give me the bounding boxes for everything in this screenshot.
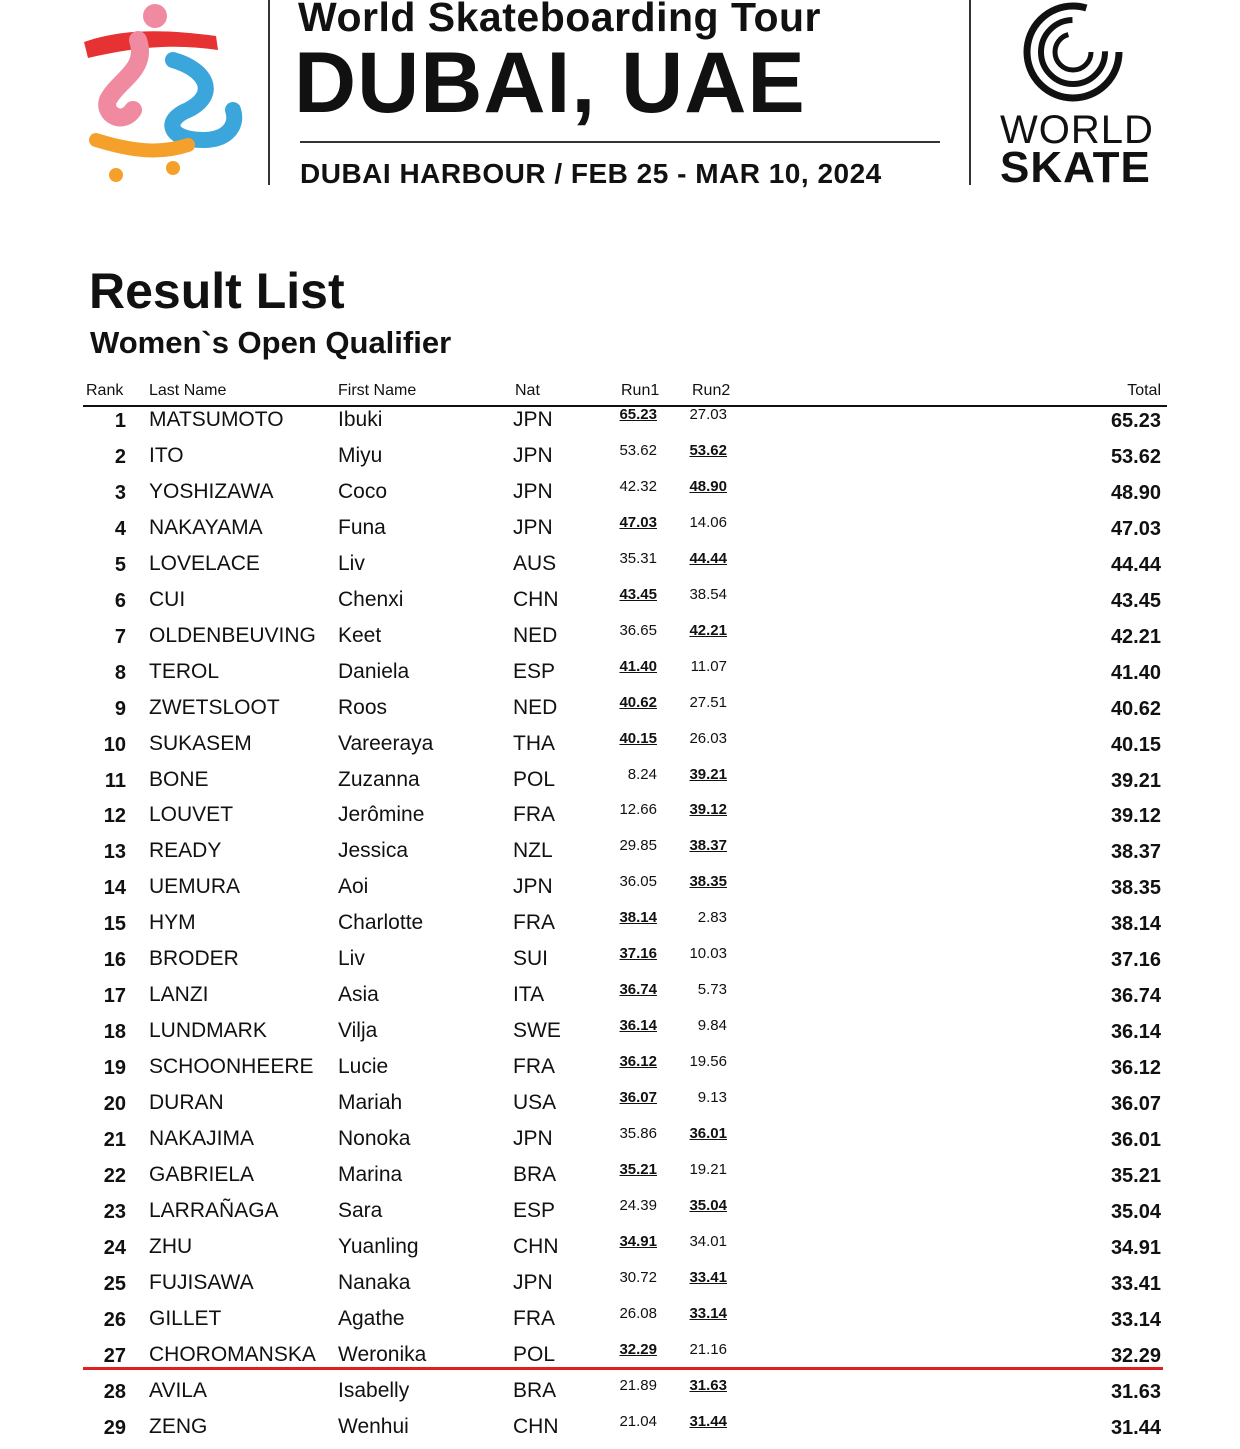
- run1-cell: 32.29: [619, 1340, 657, 1358]
- table-row: [0, 1053, 1240, 1089]
- run1-cell: 8.24: [627, 765, 657, 783]
- rank-cell: 15: [103, 913, 126, 936]
- total-cell: 38.14: [1110, 913, 1161, 936]
- nat-cell: SUI: [513, 947, 549, 971]
- rank-cell: 13: [103, 841, 126, 864]
- run1-cell: 53.62: [619, 441, 657, 459]
- last-name-cell: ITO: [149, 443, 184, 467]
- first-name-cell: Chenxi: [338, 587, 404, 611]
- nat-cell: CHN: [513, 1234, 559, 1258]
- rank-cell: 12: [103, 805, 126, 828]
- nat-cell: JPN: [513, 1127, 553, 1150]
- total-cell: 41.40: [1110, 661, 1161, 684]
- rank-cell: 3: [114, 481, 126, 504]
- rank-cell: 7: [114, 625, 126, 648]
- last-name-cell: LARRAÑAGA: [149, 1198, 279, 1222]
- qualification-cutoff-line: [83, 1367, 1163, 1370]
- first-name-cell: Keet: [338, 623, 382, 647]
- first-name-cell: Zuzanna: [338, 767, 420, 791]
- nat-cell: BRA: [513, 1378, 557, 1402]
- last-name-cell: TEROL: [149, 659, 220, 683]
- run1-cell: 36.12: [619, 1053, 657, 1071]
- header-rule: [300, 141, 940, 143]
- nat-cell: JPN: [513, 479, 553, 503]
- table-row: [0, 1161, 1240, 1197]
- run1-cell: 24.39: [619, 1196, 657, 1214]
- rank-cell: 26: [103, 1308, 126, 1331]
- run1-cell: 21.04: [619, 1412, 657, 1430]
- table-header: [0, 382, 1240, 406]
- run2-cell: 5.73: [697, 981, 727, 999]
- table-row: [0, 586, 1240, 622]
- nat-cell: FRA: [513, 803, 555, 827]
- run1-cell: 36.65: [619, 621, 657, 639]
- run2-cell: 31.63: [689, 1376, 727, 1394]
- run1-cell: 30.72: [619, 1268, 657, 1286]
- nat-cell: SWE: [513, 1019, 561, 1043]
- first-name-cell: Miyu: [338, 443, 383, 467]
- run2-cell: 9.13: [697, 1089, 727, 1107]
- page-subtitle: Women`s Open Qualifier: [90, 325, 452, 360]
- table-row: [0, 1305, 1240, 1341]
- first-name-cell: Lucie: [338, 1055, 389, 1079]
- run2-cell: 42.21: [689, 621, 727, 639]
- total-cell: 38.37: [1110, 841, 1161, 864]
- rank-cell: 18: [103, 1021, 126, 1044]
- first-name-cell: Asia: [338, 983, 379, 1007]
- nat-cell: ESP: [513, 659, 556, 683]
- last-name-cell: DURAN: [149, 1091, 224, 1115]
- header-rank: Rank: [86, 382, 124, 399]
- rank-cell: 1: [114, 410, 126, 432]
- first-name-cell: Mariah: [338, 1091, 403, 1115]
- rank-cell: 20: [103, 1093, 126, 1116]
- table-row: [0, 1377, 1240, 1413]
- last-name-cell: MATSUMOTO: [149, 408, 284, 431]
- run2-cell: 33.14: [689, 1304, 727, 1322]
- event-header: [0, 0, 1240, 200]
- nat-cell: JPN: [513, 875, 553, 899]
- table-row: [0, 945, 1240, 981]
- rank-cell: 23: [103, 1200, 126, 1223]
- run2-cell: 39.12: [689, 801, 727, 819]
- total-cell: 31.63: [1110, 1380, 1161, 1403]
- run2-cell: 9.84: [697, 1017, 727, 1035]
- last-name-cell: GABRIELA: [149, 1162, 255, 1186]
- table-row: [0, 981, 1240, 1017]
- run1-cell: 37.16: [619, 945, 657, 963]
- run2-cell: 36.01: [689, 1125, 727, 1142]
- total-cell: 36.14: [1110, 1021, 1161, 1044]
- nat-cell: THA: [513, 731, 555, 755]
- nat-cell: FRA: [513, 1055, 555, 1079]
- total-cell: 31.44: [1110, 1416, 1161, 1439]
- table-row: [0, 801, 1240, 837]
- nat-cell: ESP: [513, 1198, 556, 1222]
- run1-cell: 41.40: [619, 657, 657, 675]
- run2-cell: 38.35: [689, 873, 727, 891]
- first-name-cell: Marina: [338, 1162, 403, 1186]
- run2-cell: 27.51: [689, 693, 727, 711]
- nat-cell: BRA: [513, 1162, 557, 1186]
- header-nat: Nat: [515, 382, 540, 399]
- run1-cell: 21.89: [619, 1376, 657, 1394]
- run2-cell: 2.83: [697, 909, 727, 927]
- header-run1: Run1: [621, 382, 660, 399]
- table-row: [0, 1089, 1240, 1125]
- rank-cell: 22: [103, 1164, 126, 1187]
- run2-cell: 38.37: [689, 837, 727, 855]
- total-cell: 36.01: [1110, 1129, 1161, 1151]
- first-name-cell: Jessica: [338, 839, 409, 863]
- run2-cell: 19.21: [689, 1160, 727, 1178]
- rank-cell: 2: [114, 445, 126, 468]
- run1-cell: 38.14: [619, 909, 657, 927]
- table-row: [0, 1125, 1240, 1161]
- table-row: [0, 622, 1240, 658]
- run2-cell: 21.16: [689, 1340, 727, 1358]
- nat-cell: JPN: [513, 408, 553, 431]
- run2-cell: 27.03: [689, 406, 727, 423]
- total-cell: 43.45: [1110, 589, 1161, 612]
- first-name-cell: Liv: [338, 551, 365, 575]
- page-title: Result List: [89, 263, 345, 319]
- last-name-cell: SUKASEM: [149, 731, 252, 755]
- nat-cell: POL: [513, 767, 556, 791]
- total-cell: 34.91: [1110, 1236, 1161, 1259]
- header-divider-right: [969, 0, 971, 185]
- first-name-cell: Sara: [338, 1198, 383, 1222]
- nat-cell: NZL: [513, 839, 553, 863]
- first-name-cell: Coco: [338, 479, 388, 503]
- total-cell: 53.62: [1110, 445, 1161, 468]
- run1-cell: 35.21: [619, 1160, 657, 1178]
- last-name-cell: YOSHIZAWA: [149, 479, 274, 503]
- table-row: [0, 837, 1240, 873]
- run1-cell: 43.45: [619, 585, 657, 603]
- rank-cell: 11: [104, 769, 126, 792]
- total-cell: 37.16: [1110, 949, 1161, 972]
- rank-cell: 5: [114, 553, 126, 576]
- last-name-cell: ZENG: [149, 1414, 208, 1438]
- nat-cell: ITA: [513, 983, 545, 1007]
- first-name-cell: Daniela: [338, 659, 410, 683]
- last-name-cell: HYM: [149, 911, 196, 935]
- rank-cell: 28: [103, 1380, 126, 1403]
- rank-cell: 25: [103, 1272, 126, 1295]
- first-name-cell: Yuanling: [338, 1234, 419, 1258]
- table-row: [0, 873, 1240, 909]
- total-cell: 40.15: [1110, 733, 1161, 756]
- table-row: [0, 442, 1240, 478]
- first-name-cell: Charlotte: [338, 911, 424, 935]
- run2-cell: 44.44: [689, 549, 727, 567]
- run1-cell: 12.66: [619, 801, 657, 819]
- rank-cell: 10: [103, 733, 126, 756]
- rank-cell: 8: [114, 661, 126, 684]
- last-name-cell: GILLET: [149, 1306, 222, 1330]
- first-name-cell: Funa: [338, 515, 386, 539]
- rank-cell: 29: [103, 1416, 126, 1439]
- run1-cell: 36.05: [619, 873, 657, 891]
- total-cell: 32.29: [1110, 1344, 1161, 1367]
- last-name-cell: LANZI: [149, 983, 209, 1007]
- nat-cell: JPN: [513, 443, 553, 467]
- total-cell: 38.35: [1110, 877, 1161, 900]
- last-name-cell: CUI: [149, 587, 186, 611]
- header-divider-left: [268, 0, 270, 185]
- rank-cell: 6: [114, 589, 126, 612]
- first-name-cell: Nanaka: [338, 1270, 411, 1294]
- run1-cell: 35.31: [619, 549, 657, 567]
- nat-cell: JPN: [513, 1270, 553, 1294]
- run2-cell: 10.03: [689, 945, 727, 963]
- total-cell: 44.44: [1110, 553, 1161, 576]
- table-row: [0, 1017, 1240, 1053]
- nat-cell: NED: [513, 623, 558, 647]
- skater-logo-icon: [78, 0, 248, 190]
- last-name-cell: NAKAYAMA: [149, 515, 263, 539]
- table-row: [0, 658, 1240, 694]
- run1-cell: 34.91: [619, 1232, 657, 1250]
- run1-cell: 42.32: [619, 477, 657, 495]
- last-name-cell: LOUVET: [149, 803, 234, 827]
- total-cell: 33.14: [1110, 1308, 1161, 1331]
- first-name-cell: Liv: [338, 947, 365, 971]
- world-skate-swirl-icon: [1018, 0, 1128, 108]
- nat-cell: CHN: [513, 1414, 559, 1438]
- total-cell: 39.12: [1110, 805, 1161, 828]
- table-row: [0, 909, 1240, 945]
- run1-cell: 29.85: [619, 837, 657, 855]
- total-cell: 36.74: [1110, 985, 1161, 1008]
- org-name-line2: SKATE: [1000, 143, 1151, 192]
- first-name-cell: Ibuki: [338, 408, 383, 431]
- first-name-cell: Vareeraya: [338, 731, 434, 755]
- nat-cell: CHN: [513, 587, 559, 611]
- org-name-line1: WORLD: [1000, 108, 1154, 152]
- rank-cell: 14: [103, 877, 126, 900]
- rank-cell: 17: [103, 985, 126, 1008]
- rank-cell: 24: [103, 1236, 126, 1259]
- table-row: [0, 1341, 1240, 1377]
- rank-cell: 4: [114, 517, 126, 540]
- table-row: [0, 1269, 1240, 1305]
- run1-cell: 65.23: [619, 406, 657, 423]
- run1-cell: 47.03: [619, 513, 657, 531]
- last-name-cell: FUJISAWA: [149, 1270, 254, 1294]
- first-name-cell: Vilja: [338, 1019, 378, 1043]
- rank-cell: 27: [103, 1344, 126, 1367]
- run2-cell: 11.07: [690, 657, 727, 675]
- total-cell: 65.23: [1110, 410, 1161, 432]
- table-row: [0, 1413, 1240, 1449]
- run1-cell: 40.15: [619, 729, 657, 747]
- total-cell: 35.04: [1110, 1200, 1161, 1223]
- header-first-name: First Name: [338, 382, 417, 399]
- rank-cell: 21: [103, 1129, 126, 1151]
- table-row: [0, 730, 1240, 766]
- total-cell: 35.21: [1110, 1164, 1161, 1187]
- table-row: [0, 550, 1240, 586]
- run2-cell: 39.21: [689, 765, 727, 783]
- run2-cell: 19.56: [689, 1053, 727, 1071]
- nat-cell: JPN: [513, 515, 553, 539]
- run2-cell: 34.01: [689, 1232, 727, 1250]
- run2-cell: 38.54: [689, 585, 727, 603]
- run1-cell: 40.62: [619, 693, 657, 711]
- run2-cell: 14.06: [689, 513, 727, 531]
- rank-cell: 16: [103, 949, 126, 972]
- first-name-cell: Agathe: [338, 1306, 405, 1330]
- table-row: [0, 1197, 1240, 1233]
- run2-cell: 31.44: [689, 1412, 727, 1430]
- total-cell: 36.07: [1110, 1093, 1161, 1116]
- run1-cell: 26.08: [619, 1304, 657, 1322]
- last-name-cell: SCHOONHEERE: [149, 1055, 314, 1079]
- run1-cell: 36.14: [619, 1017, 657, 1035]
- last-name-cell: ZHU: [149, 1234, 193, 1258]
- last-name-cell: NAKAJIMA: [149, 1127, 255, 1150]
- last-name-cell: UEMURA: [149, 875, 241, 899]
- first-name-cell: Weronika: [338, 1342, 427, 1366]
- table-row: [0, 478, 1240, 514]
- nat-cell: FRA: [513, 1306, 555, 1330]
- last-name-cell: ZWETSLOOT: [149, 695, 280, 719]
- run1-cell: 35.86: [619, 1125, 657, 1142]
- nat-cell: POL: [513, 1342, 556, 1366]
- run2-cell: 33.41: [689, 1268, 727, 1286]
- last-name-cell: OLDENBEUVING: [149, 623, 316, 647]
- run2-cell: 35.04: [689, 1196, 727, 1214]
- table-row: [0, 694, 1240, 730]
- last-name-cell: LOVELACE: [149, 551, 260, 575]
- run2-cell: 48.90: [689, 477, 727, 495]
- last-name-cell: CHOROMANSKA: [149, 1342, 316, 1366]
- total-cell: 47.03: [1110, 517, 1161, 540]
- nat-cell: NED: [513, 695, 558, 719]
- last-name-cell: LUNDMARK: [149, 1019, 267, 1043]
- first-name-cell: Isabelly: [338, 1378, 410, 1402]
- total-cell: 48.90: [1110, 481, 1161, 504]
- first-name-cell: Jerômine: [338, 803, 425, 827]
- first-name-cell: Roos: [338, 695, 388, 719]
- rank-cell: 19: [103, 1057, 126, 1080]
- first-name-cell: Wenhui: [338, 1414, 409, 1438]
- last-name-cell: READY: [149, 839, 222, 863]
- nat-cell: AUS: [513, 551, 557, 575]
- table-row: [0, 514, 1240, 550]
- table-row: [0, 1233, 1240, 1269]
- first-name-cell: Nonoka: [338, 1127, 411, 1150]
- last-name-cell: BRODER: [149, 947, 239, 971]
- tour-title: World Skateboarding Tour: [298, 0, 821, 40]
- total-cell: 40.62: [1110, 697, 1161, 720]
- total-cell: 42.21: [1110, 625, 1161, 648]
- table-row: [0, 406, 1240, 442]
- event-city: DUBAI, UAE: [294, 35, 806, 131]
- run2-cell: 26.03: [689, 729, 727, 747]
- total-cell: 33.41: [1110, 1272, 1161, 1295]
- first-name-cell: Aoi: [338, 875, 369, 899]
- rank-cell: 9: [114, 697, 126, 720]
- total-cell: 36.12: [1110, 1057, 1161, 1080]
- run1-cell: 36.74: [619, 981, 657, 999]
- last-name-cell: BONE: [149, 767, 209, 791]
- run1-cell: 36.07: [619, 1089, 657, 1107]
- last-name-cell: AVILA: [149, 1378, 207, 1402]
- nat-cell: FRA: [513, 911, 555, 935]
- header-last-name: Last Name: [149, 382, 227, 399]
- run2-cell: 53.62: [689, 441, 727, 459]
- header-run2: Run2: [692, 382, 731, 399]
- table-row: [0, 766, 1240, 802]
- venue-dates: DUBAI HARBOUR / FEB 25 - MAR 10, 2024: [300, 158, 882, 189]
- total-cell: 39.21: [1110, 769, 1161, 792]
- header-total: Total: [1127, 382, 1161, 399]
- nat-cell: USA: [513, 1091, 557, 1115]
